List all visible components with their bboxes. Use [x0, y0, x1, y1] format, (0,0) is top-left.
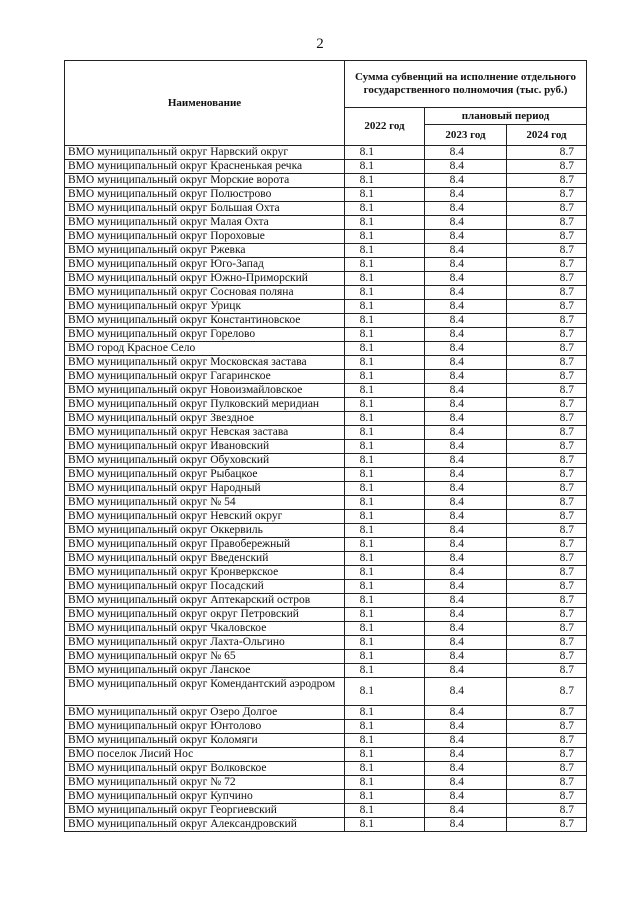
- row-name-cell: ВМО муниципальный округ Южно-Приморский: [65, 272, 345, 286]
- row-value-2023: 8.4: [425, 188, 507, 202]
- row-value-2023: 8.4: [425, 426, 507, 440]
- row-value-2024: 8.7: [507, 440, 587, 454]
- row-value-2024: 8.7: [507, 650, 587, 664]
- row-value-2022: 8.1: [345, 622, 425, 636]
- table-row: [65, 594, 587, 608]
- row-value-2024: 8.7: [507, 328, 587, 342]
- table-row: [65, 650, 587, 664]
- row-value-2024: 8.7: [507, 608, 587, 622]
- row-value-2024: 8.7: [507, 804, 587, 818]
- row-value-2023: 8.4: [425, 328, 507, 342]
- row-value-2023: 8.4: [425, 678, 507, 706]
- row-value-2024: 8.7: [507, 734, 587, 748]
- row-value-2023: 8.4: [425, 790, 507, 804]
- row-value-2024: 8.7: [507, 426, 587, 440]
- table-row: [65, 272, 587, 286]
- row-value-2023: 8.4: [425, 230, 507, 244]
- table-row: [65, 398, 587, 412]
- row-value-2023: 8.4: [425, 706, 507, 720]
- table-row: [65, 748, 587, 762]
- row-name-cell: ВМО муниципальный округ Юго-Запад: [65, 258, 345, 272]
- row-value-2024: 8.7: [507, 398, 587, 412]
- row-value-2023: 8.4: [425, 146, 507, 160]
- row-value-2022: 8.1: [345, 720, 425, 734]
- column-header-2022: 2022 год: [345, 108, 425, 146]
- row-value-2023: 8.4: [425, 650, 507, 664]
- row-value-2023: 8.4: [425, 552, 507, 566]
- table-row: [65, 804, 587, 818]
- row-value-2024: 8.7: [507, 622, 587, 636]
- row-value-2023: 8.4: [425, 496, 507, 510]
- row-value-2024: 8.7: [507, 230, 587, 244]
- table-row: [65, 510, 587, 524]
- row-value-2023: 8.4: [425, 734, 507, 748]
- row-value-2024: 8.7: [507, 342, 587, 356]
- table-row: [65, 412, 587, 426]
- row-value-2022: 8.1: [345, 762, 425, 776]
- row-value-2023: 8.4: [425, 216, 507, 230]
- row-value-2023: 8.4: [425, 174, 507, 188]
- row-value-2024: 8.7: [507, 748, 587, 762]
- row-name-cell: ВМО муниципальный округ Комендантский аэродром: [65, 678, 345, 706]
- row-value-2023: 8.4: [425, 286, 507, 300]
- row-value-2024: 8.7: [507, 370, 587, 384]
- table-row: [65, 608, 587, 622]
- row-value-2024: 8.7: [507, 762, 587, 776]
- row-name-cell: ВМО муниципальный округ Обуховский: [65, 454, 345, 468]
- row-name-cell: ВМО муниципальный округ Юнтолово: [65, 720, 345, 734]
- table-row: [65, 370, 587, 384]
- row-value-2023: 8.4: [425, 370, 507, 384]
- table-row: [65, 258, 587, 272]
- row-value-2022: 8.1: [345, 580, 425, 594]
- row-value-2022: 8.1: [345, 482, 425, 496]
- table-row: [65, 202, 587, 216]
- row-value-2023: 8.4: [425, 720, 507, 734]
- row-value-2023: 8.4: [425, 202, 507, 216]
- table-row: [65, 790, 587, 804]
- row-value-2024: 8.7: [507, 258, 587, 272]
- row-name-cell: ВМО муниципальный округ Кронверкское: [65, 566, 345, 580]
- row-value-2024: 8.7: [507, 272, 587, 286]
- table-row: [65, 384, 587, 398]
- row-value-2022: 8.1: [345, 188, 425, 202]
- table-row: [65, 636, 587, 650]
- table-row: [65, 356, 587, 370]
- row-name-cell: ВМО муниципальный округ Константиновское: [65, 314, 345, 328]
- row-name-cell: ВМО муниципальный округ Чкаловское: [65, 622, 345, 636]
- row-name-cell: ВМО муниципальный округ Нарвский округ: [65, 146, 345, 160]
- row-value-2022: 8.1: [345, 496, 425, 510]
- row-value-2022: 8.1: [345, 314, 425, 328]
- table-row: [65, 454, 587, 468]
- row-value-2023: 8.4: [425, 538, 507, 552]
- row-name-cell: ВМО муниципальный округ Звездное: [65, 412, 345, 426]
- table-row: [65, 468, 587, 482]
- column-header-2023: 2023 год: [425, 125, 507, 146]
- row-value-2024: 8.7: [507, 286, 587, 300]
- row-value-2022: 8.1: [345, 370, 425, 384]
- row-value-2024: 8.7: [507, 300, 587, 314]
- row-value-2022: 8.1: [345, 328, 425, 342]
- row-value-2024: 8.7: [507, 496, 587, 510]
- row-value-2022: 8.1: [345, 216, 425, 230]
- row-name-cell: ВМО муниципальный округ Георгиевский: [65, 804, 345, 818]
- row-value-2023: 8.4: [425, 272, 507, 286]
- row-value-2022: 8.1: [345, 272, 425, 286]
- row-name-cell: ВМО муниципальный округ Озеро Долгое: [65, 706, 345, 720]
- row-name-cell: ВМО город Красное Село: [65, 342, 345, 356]
- row-value-2022: 8.1: [345, 356, 425, 370]
- row-value-2023: 8.4: [425, 342, 507, 356]
- table-row: [65, 538, 587, 552]
- row-value-2024: 8.7: [507, 482, 587, 496]
- row-value-2024: 8.7: [507, 356, 587, 370]
- row-value-2022: 8.1: [345, 286, 425, 300]
- row-value-2022: 8.1: [345, 552, 425, 566]
- table-row: [65, 244, 587, 258]
- row-name-cell: ВМО муниципальный округ Новоизмайловское: [65, 384, 345, 398]
- row-name-cell: ВМО муниципальный округ Полюстрово: [65, 188, 345, 202]
- table-row: [65, 818, 587, 832]
- row-value-2022: 8.1: [345, 706, 425, 720]
- row-name-cell: ВМО муниципальный округ округ Петровский: [65, 608, 345, 622]
- row-name-cell: ВМО муниципальный округ Введенский: [65, 552, 345, 566]
- row-value-2023: 8.4: [425, 524, 507, 538]
- row-value-2022: 8.1: [345, 468, 425, 482]
- row-value-2022: 8.1: [345, 608, 425, 622]
- table-row: [65, 580, 587, 594]
- table-row: [65, 342, 587, 356]
- row-value-2023: 8.4: [425, 384, 507, 398]
- row-name-cell: ВМО муниципальный округ Волковское: [65, 762, 345, 776]
- row-value-2024: 8.7: [507, 160, 587, 174]
- row-value-2023: 8.4: [425, 510, 507, 524]
- row-value-2024: 8.7: [507, 538, 587, 552]
- row-name-cell: ВМО муниципальный округ № 65: [65, 650, 345, 664]
- row-value-2024: 8.7: [507, 314, 587, 328]
- table-row: [65, 286, 587, 300]
- row-value-2022: 8.1: [345, 804, 425, 818]
- row-name-cell: ВМО муниципальный округ Народный: [65, 482, 345, 496]
- row-value-2023: 8.4: [425, 482, 507, 496]
- row-value-2022: 8.1: [345, 650, 425, 664]
- table-row: [65, 216, 587, 230]
- row-value-2024: 8.7: [507, 776, 587, 790]
- row-value-2022: 8.1: [345, 384, 425, 398]
- row-value-2024: 8.7: [507, 454, 587, 468]
- row-value-2022: 8.1: [345, 230, 425, 244]
- column-header-name: Наименование: [65, 61, 345, 146]
- row-name-cell: ВМО муниципальный округ Ржевка: [65, 244, 345, 258]
- row-value-2023: 8.4: [425, 636, 507, 650]
- table-row: [65, 776, 587, 790]
- table-row: [65, 566, 587, 580]
- table-row: [65, 160, 587, 174]
- row-value-2024: 8.7: [507, 594, 587, 608]
- row-value-2023: 8.4: [425, 244, 507, 258]
- row-name-cell: ВМО муниципальный округ Красненькая речка: [65, 160, 345, 174]
- row-value-2022: 8.1: [345, 748, 425, 762]
- table-row: [65, 622, 587, 636]
- row-name-cell: ВМО муниципальный округ Рыбацкое: [65, 468, 345, 482]
- table-row: [65, 664, 587, 678]
- row-value-2022: 8.1: [345, 664, 425, 678]
- subvention-table: [64, 60, 587, 832]
- row-value-2023: 8.4: [425, 818, 507, 832]
- row-name-cell: ВМО муниципальный округ Урицк: [65, 300, 345, 314]
- table-row: [65, 328, 587, 342]
- row-value-2023: 8.4: [425, 748, 507, 762]
- table-row: [65, 706, 587, 720]
- row-value-2024: 8.7: [507, 384, 587, 398]
- row-value-2023: 8.4: [425, 468, 507, 482]
- row-name-cell: ВМО муниципальный округ Оккервиль: [65, 524, 345, 538]
- row-value-2024: 8.7: [507, 244, 587, 258]
- row-value-2024: 8.7: [507, 524, 587, 538]
- row-value-2022: 8.1: [345, 202, 425, 216]
- row-value-2023: 8.4: [425, 454, 507, 468]
- row-name-cell: ВМО муниципальный округ Большая Охта: [65, 202, 345, 216]
- row-value-2022: 8.1: [345, 258, 425, 272]
- row-value-2022: 8.1: [345, 818, 425, 832]
- table-row: [65, 524, 587, 538]
- row-value-2024: 8.7: [507, 146, 587, 160]
- row-name-cell: ВМО муниципальный округ Коломяги: [65, 734, 345, 748]
- row-name-cell: ВМО муниципальный округ Лахта-Ольгино: [65, 636, 345, 650]
- row-name-cell: ВМО муниципальный округ Невский округ: [65, 510, 345, 524]
- row-value-2022: 8.1: [345, 734, 425, 748]
- row-name-cell: ВМО муниципальный округ Сосновая поляна: [65, 286, 345, 300]
- row-name-cell: ВМО муниципальный округ Пороховые: [65, 230, 345, 244]
- row-value-2022: 8.1: [345, 300, 425, 314]
- table-row: [65, 762, 587, 776]
- row-value-2022: 8.1: [345, 160, 425, 174]
- row-value-2024: 8.7: [507, 202, 587, 216]
- row-value-2024: 8.7: [507, 678, 587, 706]
- row-value-2022: 8.1: [345, 440, 425, 454]
- row-name-cell: ВМО муниципальный округ Аптекарский остров: [65, 594, 345, 608]
- row-value-2023: 8.4: [425, 258, 507, 272]
- row-name-cell: ВМО муниципальный округ № 54: [65, 496, 345, 510]
- row-value-2022: 8.1: [345, 566, 425, 580]
- row-value-2022: 8.1: [345, 412, 425, 426]
- column-header-sum: Сумма субвенций на исполнение отдельного государственного полномочия (тыс. руб.): [345, 61, 587, 108]
- row-value-2024: 8.7: [507, 188, 587, 202]
- row-name-cell: ВМО муниципальный округ Малая Охта: [65, 216, 345, 230]
- row-value-2022: 8.1: [345, 678, 425, 706]
- row-value-2022: 8.1: [345, 510, 425, 524]
- row-value-2024: 8.7: [507, 664, 587, 678]
- row-value-2024: 8.7: [507, 790, 587, 804]
- page-number: 2: [316, 36, 324, 52]
- table-row: [65, 230, 587, 244]
- table-row: [65, 188, 587, 202]
- column-header-2024: 2024 год: [507, 125, 587, 146]
- row-name-cell: ВМО поселок Лисий Нос: [65, 748, 345, 762]
- row-value-2022: 8.1: [345, 174, 425, 188]
- row-value-2024: 8.7: [507, 818, 587, 832]
- row-value-2023: 8.4: [425, 608, 507, 622]
- row-value-2024: 8.7: [507, 566, 587, 580]
- row-value-2023: 8.4: [425, 622, 507, 636]
- table-row: [65, 496, 587, 510]
- row-name-cell: ВМО муниципальный округ Горелово: [65, 328, 345, 342]
- row-name-cell: ВМО муниципальный округ Морские ворота: [65, 174, 345, 188]
- row-value-2023: 8.4: [425, 566, 507, 580]
- row-value-2023: 8.4: [425, 804, 507, 818]
- row-name-cell: ВМО муниципальный округ Ланское: [65, 664, 345, 678]
- row-value-2022: 8.1: [345, 776, 425, 790]
- row-name-cell: ВМО муниципальный округ Правобережный: [65, 538, 345, 552]
- row-value-2022: 8.1: [345, 538, 425, 552]
- row-name-cell: ВМО муниципальный округ Московская застава: [65, 356, 345, 370]
- table-row: [65, 174, 587, 188]
- table-row: [65, 146, 587, 160]
- row-name-cell: ВМО муниципальный округ Гагаринское: [65, 370, 345, 384]
- table-row: [65, 300, 587, 314]
- table-row: [65, 440, 587, 454]
- row-value-2023: 8.4: [425, 776, 507, 790]
- row-value-2022: 8.1: [345, 146, 425, 160]
- row-value-2024: 8.7: [507, 636, 587, 650]
- table-row: [65, 482, 587, 496]
- row-name-cell: ВМО муниципальный округ Ивановский: [65, 440, 345, 454]
- row-name-cell: ВМО муниципальный округ Александровский: [65, 818, 345, 832]
- table-row: [65, 734, 587, 748]
- table-row: [65, 314, 587, 328]
- table-row: [65, 720, 587, 734]
- row-value-2023: 8.4: [425, 398, 507, 412]
- row-name-cell: ВМО муниципальный округ Посадский: [65, 580, 345, 594]
- row-value-2024: 8.7: [507, 174, 587, 188]
- column-header-planned-period: плановый период: [425, 108, 587, 125]
- row-value-2022: 8.1: [345, 426, 425, 440]
- row-name-cell: ВМО муниципальный округ № 72: [65, 776, 345, 790]
- row-value-2024: 8.7: [507, 510, 587, 524]
- row-value-2024: 8.7: [507, 216, 587, 230]
- row-value-2022: 8.1: [345, 342, 425, 356]
- row-value-2024: 8.7: [507, 468, 587, 482]
- row-name-cell: ВМО муниципальный округ Купчино: [65, 790, 345, 804]
- row-value-2022: 8.1: [345, 398, 425, 412]
- row-value-2024: 8.7: [507, 720, 587, 734]
- table-row: [65, 426, 587, 440]
- row-name-cell: ВМО муниципальный округ Невская застава: [65, 426, 345, 440]
- row-value-2023: 8.4: [425, 594, 507, 608]
- row-value-2023: 8.4: [425, 664, 507, 678]
- row-value-2023: 8.4: [425, 412, 507, 426]
- row-value-2024: 8.7: [507, 552, 587, 566]
- row-value-2023: 8.4: [425, 314, 507, 328]
- row-value-2022: 8.1: [345, 524, 425, 538]
- row-value-2023: 8.4: [425, 762, 507, 776]
- row-value-2023: 8.4: [425, 356, 507, 370]
- table-row: [65, 552, 587, 566]
- row-value-2023: 8.4: [425, 580, 507, 594]
- row-value-2023: 8.4: [425, 300, 507, 314]
- row-name-cell: ВМО муниципальный округ Пулковский меридиан: [65, 398, 345, 412]
- row-value-2024: 8.7: [507, 580, 587, 594]
- row-value-2022: 8.1: [345, 594, 425, 608]
- row-value-2022: 8.1: [345, 636, 425, 650]
- row-value-2022: 8.1: [345, 790, 425, 804]
- table-row: [65, 678, 587, 706]
- row-value-2023: 8.4: [425, 160, 507, 174]
- row-value-2022: 8.1: [345, 244, 425, 258]
- row-value-2022: 8.1: [345, 454, 425, 468]
- row-value-2023: 8.4: [425, 440, 507, 454]
- row-value-2024: 8.7: [507, 706, 587, 720]
- table-body: [65, 146, 587, 832]
- row-value-2024: 8.7: [507, 412, 587, 426]
